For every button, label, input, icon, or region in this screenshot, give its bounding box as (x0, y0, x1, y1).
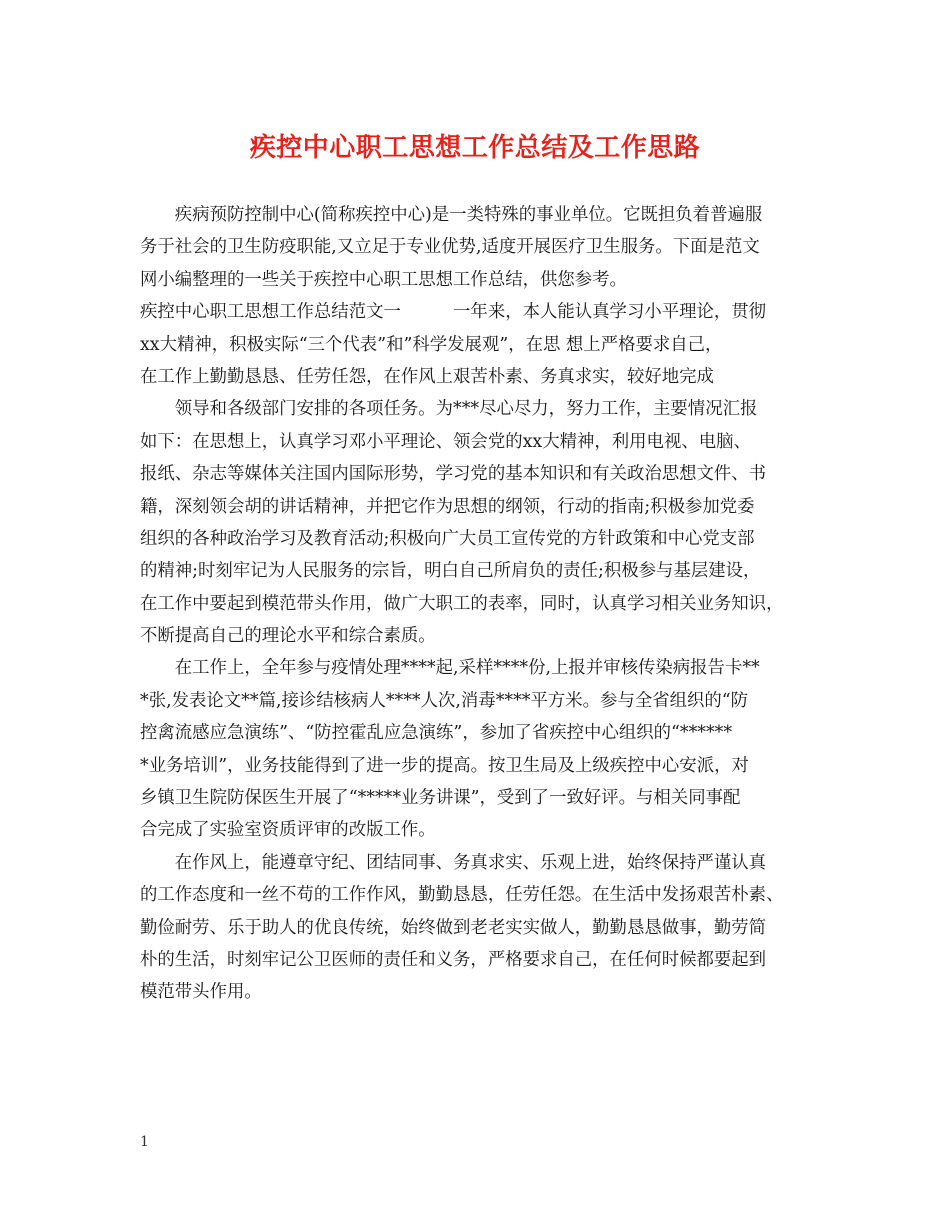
text-line: 务于社会的卫生防疫职能,又立足于专业优势,适度开展医疗卫生服务。下面是范文 (140, 237, 760, 258)
document-body (140, 199, 820, 1009)
text-line: 勤俭耐劳、乐于助人的优良传统，始终做到老老实实做人，勤勤恳恳做事，勤劳简 (140, 917, 767, 938)
text-line: 报纸、杂志等媒体关注国内国际形势，学习党的基本知识和有关政治思想文件、书 (140, 464, 767, 485)
document-title: 疾控中心职工思想工作总结及工作思路 (249, 133, 701, 163)
text-line: 乡镇卫生院防保医生开展了“*****业务讲课”，受到了一致好评。与相关同事配 (140, 788, 741, 809)
text-line: 网小编整理的一些关于疾控中心职工思想工作总结，供您参考。 (140, 269, 627, 290)
text-line: 合完成了实验室资质评审的改版工作。 (140, 820, 436, 841)
text-line: 朴的生活，时刻牢记公卫医师的责任和义务，严格要求自己，在任何时候都要起到 (140, 949, 767, 970)
text-line: 如下：在思想上，认真学习邓小平理论、领会党的xx大精神，利用电视、电脑、 (140, 431, 751, 452)
text-line: *张,发表论文**篇,接诊结核病人****人次,消毒****平方米。参与全省组织的“防 (140, 690, 749, 711)
text-line: *业务培训”，业务技能得到了进一步的提高。按卫生局及上级疾控中心安派，对 (140, 755, 749, 776)
text-line: 在工作中要起到模范带头作用，做广大职工的表率，同时，认真学习相关业务知识， (140, 593, 784, 614)
text-line: xx大精神，积极实际“三个代表”和”科学发展观”，在思 想上严格要求自己， (140, 334, 723, 355)
text-line: 的精神;时刻牢记为人民服务的宗旨，明白自己所肩负的责任;积极参与基层建设， (140, 561, 761, 582)
text-line: 在工作上勤勤恳恳、任劳任怨，在作风上艰苦朴素、务真求实，较好地完成 (140, 366, 714, 387)
text-line: 领导和各级部门安排的各项任务。为***尽心尽力，努力工作，主要情况汇报 (140, 399, 758, 420)
page-number: 1 (140, 1134, 149, 1150)
text-line: 疾病预防控制中心(简称疾控中心)是一类特殊的事业单位。它既担负着普遍服 (140, 205, 763, 225)
text-line: 控禽流感应急演练”、“防控霍乱应急演练”，参加了省疾控中心组织的“****** (140, 723, 733, 744)
text-line: 籍，深刻领会胡的讲话精神，并把它作为思想的纲领，行动的指南;积极参加党委 (140, 496, 755, 517)
text-line: 不断提高自己的理论水平和综合素质。 (140, 626, 436, 647)
text-line: 的工作态度和一丝不苟的工作作风，勤勤恳恳，任劳任怨。在生活中发扬艰苦朴素、 (140, 885, 784, 906)
text-line: 模范带头作用。 (140, 982, 262, 1003)
text-line: 组织的各种政治学习及教育活动;积极向广大员工宣传党的方针政策和中心党支部 (140, 528, 755, 549)
text-line: 疾控中心职工思想工作总结范文一 一年来，本人能认真学习小平理论，贯彻 (140, 302, 767, 323)
text-line: 在作风上，能遵章守纪、团结同事、务真求实、乐观上进，始终保持严谨认真 (140, 852, 767, 873)
text-line: 在工作上，全年参与疫情处理****起,采样****份,上报并审核传染病报告卡** (140, 658, 760, 679)
